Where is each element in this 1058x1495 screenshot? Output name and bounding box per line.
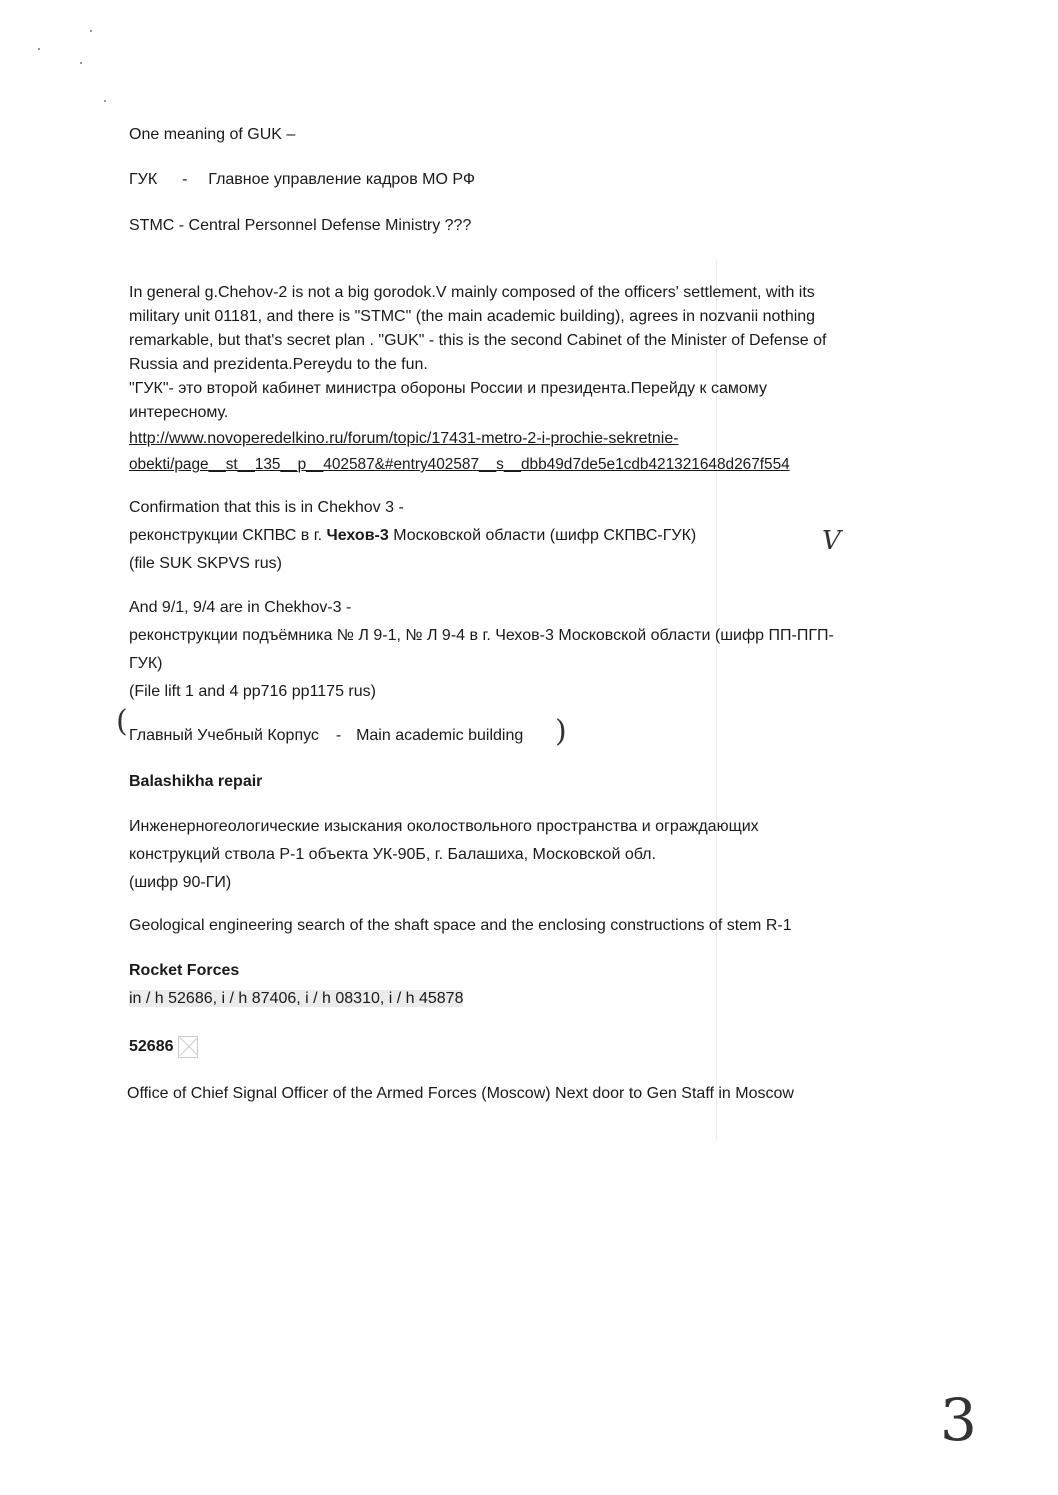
- rocket-forces-heading: Rocket Forces: [129, 962, 240, 979]
- guk-dash: -: [182, 171, 188, 188]
- balashikha-ru-line: конструкций ствола Р-1 объекта УК-90Б, г. Балашиха, Московской обл.: [129, 846, 656, 863]
- handwritten-check-mark: V: [822, 526, 841, 556]
- lifts-file: (File lift 1 and 4 pp716 pp1175 rus): [129, 683, 376, 700]
- chehov-paragraph-line: Russia and prezidenta.Pereydu to the fun.: [129, 356, 428, 373]
- handwritten-page-number: 3: [940, 1386, 977, 1454]
- guk-abbr: ГУК: [129, 171, 158, 188]
- academic-building-ru: Главный Учебный Корпус: [129, 727, 319, 744]
- handwritten-paren-close: ): [555, 714, 567, 749]
- balashikha-ru: [129, 815, 929, 895]
- balashikha-code: (шифр 90-ГИ): [129, 874, 232, 891]
- lifts-ru-line: ГУК): [129, 655, 163, 672]
- balashikha-ru-line: Инженерногеологические изыскания околоствольного пространства и ограждающих: [129, 818, 759, 835]
- rocket-forces-units-text: in / h 52686, i / h 87406, i / h 08310, i / h 45878: [129, 990, 464, 1007]
- guk-full-name-ru: Главное управление кадров МО РФ: [208, 171, 476, 188]
- rocket-forces-units: [129, 987, 463, 1011]
- guk-definition-ru: [129, 168, 475, 192]
- chehov-paragraph: [129, 281, 959, 477]
- forum-link-cont[interactable]: [129, 453, 959, 477]
- chekhov3-ru-prefix: реконструкции СКПВС в г.: [129, 527, 327, 544]
- scan-speck: [90, 30, 92, 32]
- balashikha-en: Geological engineering search of the shaft space and the enclosing constructions of stem R-1: [129, 917, 792, 934]
- academic-building-en: Main academic building: [356, 727, 524, 744]
- guk-heading: One meaning of GUK –: [129, 126, 296, 143]
- forum-link[interactable]: [129, 427, 959, 451]
- scan-speck: [38, 48, 40, 50]
- forum-link-line1[interactable]: http://www.novoperedelkino.ru/forum/topic/17431-metro-2-i-prochie-sekretnie-: [129, 430, 679, 447]
- chekhov3-ru-city: Чехов-3: [326, 527, 389, 544]
- chehov-paragraph-ru-line: "ГУК"- это второй кабинет министра обороны России и президента.Перейду к самому: [129, 380, 767, 397]
- chekhov3-ru-suffix: Московской области (шифр СКПВС-ГУК): [388, 527, 697, 544]
- chekhov3-ru: [129, 524, 929, 548]
- chehov-paragraph-line: military unit 01181, and there is "STMC" (the main academic building), agrees in nozvanii nothing: [129, 308, 816, 325]
- handwritten-paren-open: (: [116, 704, 128, 739]
- unit-number-line: [129, 1035, 198, 1059]
- chehov-paragraph-ru-line: интересному.: [129, 404, 229, 421]
- chekhov3-section: [129, 496, 929, 576]
- lifts-section: [129, 596, 929, 704]
- broken-image-icon: [178, 1036, 198, 1058]
- academic-building-dash: -: [335, 727, 342, 744]
- chekhov3-file: (file SUK SKPVS rus): [129, 555, 282, 572]
- forum-link-line2[interactable]: obekti/page__st__135__p__402587&#entry402587__s__dbb49d7de5e1cdb421321648d267f554: [129, 456, 790, 473]
- chehov-paragraph-line: remarkable, but that's secret plan . "GUK" - this is the second Cabinet of the Minister of Defense of: [129, 332, 827, 349]
- scan-speck: [80, 62, 82, 64]
- scan-speck: [104, 100, 106, 102]
- lifts-title: And 9/1, 9/4 are in Chekhov-3 -: [129, 599, 352, 616]
- chekhov3-title: Confirmation that this is in Chekhov 3 -: [129, 499, 404, 516]
- unit-description: Office of Chief Signal Officer of the Armed Forces (Moscow) Next door to Gen Staff in Moscow: [127, 1085, 794, 1102]
- stmc-definition: STMC - Central Personnel Defense Ministry ???: [129, 217, 472, 234]
- chehov-paragraph-line: In general g.Chehov-2 is not a big gorodok.V mainly composed of the officers' settlement, with its: [129, 284, 815, 301]
- academic-building-line: [129, 724, 523, 748]
- unit-number: 52686: [129, 1038, 174, 1055]
- lifts-ru-line: реконструкции подъёмника № Л 9-1, № Л 9-4 в г. Чехов-3 Московской области (шифр ПП-ПГП-: [129, 627, 834, 644]
- balashikha-heading: Balashikha repair: [129, 773, 263, 790]
